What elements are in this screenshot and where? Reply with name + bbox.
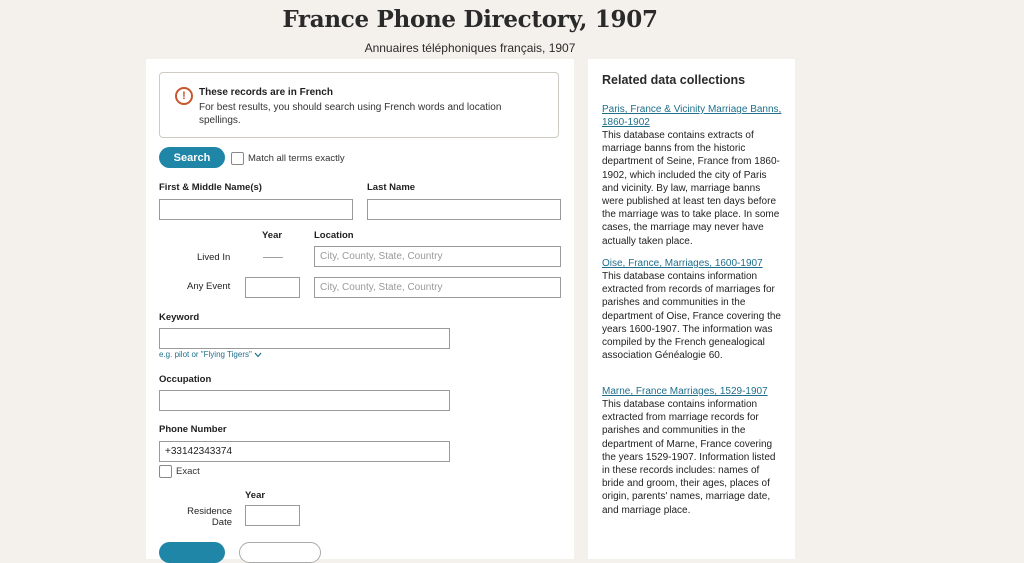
- keyword-hint-toggle[interactable]: [159, 350, 262, 359]
- occupation-input[interactable]: [159, 390, 450, 411]
- any-event-location-input[interactable]: [314, 277, 561, 298]
- exclamation-circle-icon: !: [175, 87, 193, 105]
- collection-link-marne-marriages[interactable]: Marne, France Marriages, 1529-1907: [602, 386, 768, 397]
- page-subtitle: Annuaires téléphoniques français, 1907: [364, 41, 576, 55]
- page-title: France Phone Directory, 1907: [282, 6, 658, 33]
- phone-number-input[interactable]: [159, 441, 450, 462]
- phone-exact-label: Exact: [176, 466, 200, 477]
- first-name-label: First & Middle Name(s): [159, 182, 262, 193]
- residence-year-header: Year: [245, 490, 266, 501]
- last-name-label: Last Name: [367, 182, 416, 193]
- clear-form-button[interactable]: [239, 542, 321, 563]
- keyword-label: Keyword: [159, 312, 200, 323]
- last-name-input[interactable]: [367, 199, 561, 220]
- collection-description: This database contains information extracted from marriage records for parishes and communities in the department of Marne, France covering the years 1529-1907. Information listed in these records includes: names of bride and groom, their ages, places of origin, parents' names, marriage date, and marriage place.: [602, 399, 776, 516]
- collection-link-oise-marriages[interactable]: Oise, France, Marriages, 1600-1907: [602, 258, 763, 269]
- related-collections-panel: [588, 59, 795, 559]
- collection-item: [602, 385, 784, 517]
- residence-date-label: Residence Date: [187, 506, 232, 528]
- keyword-hint-text: e.g. pilot or "Flying Tigers": [159, 350, 252, 359]
- collection-link-paris-marriage-banns[interactable]: Paris, France & Vicinity Marriage Banns, 1860-1902: [602, 104, 782, 128]
- bottom-search-button[interactable]: [159, 542, 225, 563]
- search-form-panel: [146, 59, 574, 559]
- match-exact-label: Match all terms exactly: [248, 153, 345, 164]
- phone-exact-checkbox[interactable]: [159, 465, 172, 478]
- lived-in-label: Lived In: [197, 252, 231, 263]
- first-name-input[interactable]: [159, 199, 353, 220]
- match-exact-checkbox[interactable]: [231, 152, 244, 165]
- year-column-header: Year: [262, 230, 283, 241]
- phone-number-label: Phone Number: [159, 424, 227, 435]
- related-collections-title: Related data collections: [602, 73, 746, 87]
- location-column-header: Location: [314, 230, 354, 241]
- notice-body: For best results, you should search using French words and location spellings.: [199, 102, 502, 126]
- residence-year-input[interactable]: [245, 505, 300, 526]
- keyword-input[interactable]: [159, 328, 450, 349]
- any-event-year-input[interactable]: [245, 277, 300, 298]
- notice-title: These records are in French: [199, 87, 333, 98]
- collection-item: [602, 103, 784, 248]
- collection-description: This database contains extracts of marriage banns from the historic department of Seine, France from 1860-1902, which included the city of Paris and vicinity. By law, marriage banns were published at least ten days before the marriage was to take place. In some cases, the marriage may never have actually taken place.: [602, 130, 780, 247]
- search-button[interactable]: Search: [159, 147, 225, 168]
- french-records-notice: [159, 72, 559, 138]
- chevron-down-icon: [254, 352, 262, 358]
- page-header: [0, 0, 940, 55]
- occupation-label: Occupation: [159, 374, 212, 385]
- lived-in-location-input[interactable]: [314, 246, 561, 267]
- lived-in-year-dash: [263, 257, 283, 258]
- any-event-label: Any Event: [187, 281, 231, 292]
- collection-description: This database contains information extracted from records of marriages for parishes and communities in the department of Oise, France covering the years 1600-1907. The information was compiled by the French genealogical association Généalogie 60.: [602, 271, 781, 362]
- collection-item: [602, 257, 784, 362]
